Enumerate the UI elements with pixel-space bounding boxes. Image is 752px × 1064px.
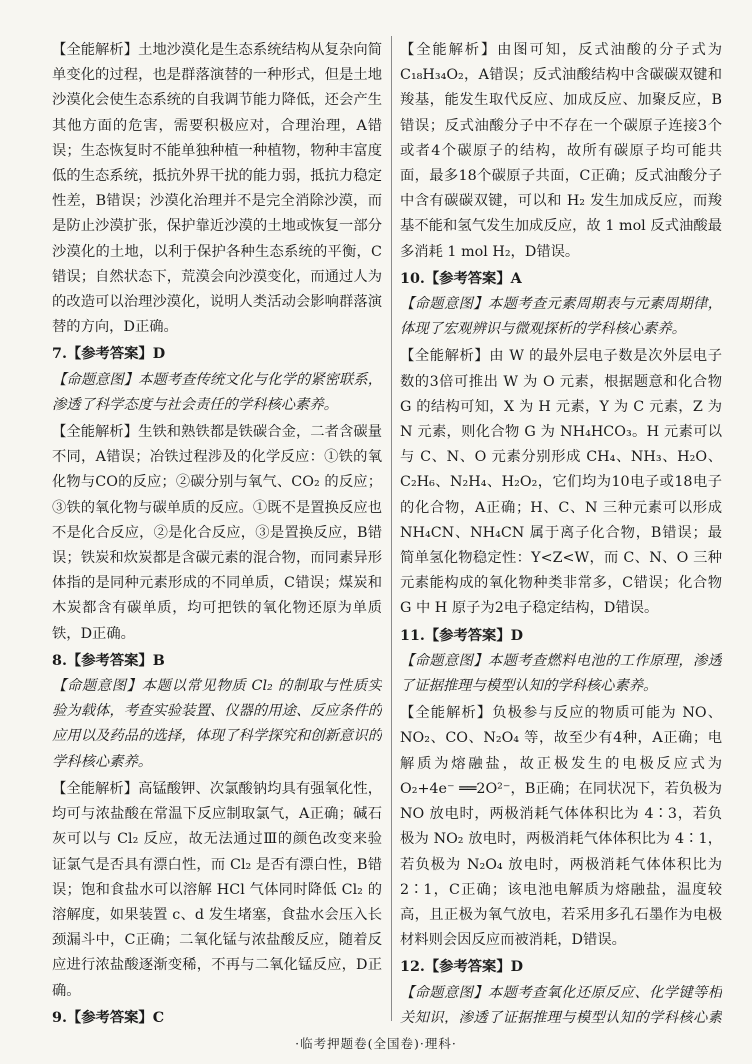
q10-answer: 10.【参考答案】A: [400, 270, 522, 287]
right-column: [400, 38, 722, 1024]
q7-answer: 7.【参考答案】D: [52, 346, 166, 363]
q10-intent: 【命题意图】本题考查元素周期表与元素周期律，体现了宏观辨识与微观探析的学科核心素养。: [400, 296, 722, 338]
q11-intent: 【命题意图】本题考查燃料电池的工作原理，渗透了证据推理与模型认知的学科核心素养。: [400, 652, 722, 695]
q9-answer: 9.【参考答案】C: [52, 1009, 165, 1024]
q8-analysis: 【全能解析】高锰酸钾、次氯酸钠均具有强氧化性，均可与浓盐酸在常温下反应制取氯气，A正确；碱石灰可以与 Cl₂ 反应，故无法通过Ⅲ的颜色改变来验证氯气是否具有漂白性，而 Cl₂ 是否有漂白性，B错误；饱和食盐水可以溶解 HCl 气体同时降低 Cl₂ 的溶解度，如果装置 c、d 发生堵塞，食盐水会压入长颈漏斗中，C正确；二氧化锰与浓盐酸反应，随着反应进行浓盐酸逐渐变稀，不再与二氧化锰反应，D正确。: [52, 780, 382, 999]
q11-analysis: 【全能解析】负极参与反应的物质可能为 NO、NO₂、CO、N₂O₄ 等，故至少有4种，A正确；电解质为熔融盐，故正极发生的电极反应式为 O₂+4e⁻ ══2O²⁻，B正确；在同状况下，若负极为 NO 放电时，两极消耗气体体积比为 4∶3，若负极为 NO₂ 放电时，两极消耗气体体积比为 4∶1，若负极为 N₂O₄ 放电时，两极消耗气体体积比为 2∶1，C正确；该电池电解质为熔融盐，温度较高，且正极为氧气放电，若采用多孔石墨作为电极材料则会因反应而被消耗，D错误。: [400, 705, 722, 949]
left-column: [52, 38, 382, 1024]
page-footer: ·临考押题卷(全国卷)·理科·: [295, 1036, 457, 1051]
q7-analysis: 【全能解析】生铁和熟铁都是铁碳合金，二者含碳量不同，A错误；冶铁过程涉及的化学反应：①铁的氧化物与CO的反应；②碳分别与氧气、CO₂ 的反应；③铁的氧化物与碳单质的反应。①既不是置换反应也不是化合反应，②是化合反应，③是置换反应，B错误；铁炭和炊炭都是含碳元素的混合物，而同素异形体指的是同种元素形成的不同单质，C错误；煤炭和木炭都含有碳单质，均可把铁的氧化物还原为单质铁，D正确。: [52, 424, 382, 642]
q6-analysis: 【全能解析】土地沙漠化是生态系统结构从复杂向简单变化的过程，也是群落演替的一种形式，但是土地沙漠化会使生态系统的自我调节能力降低，还会产生其他方面的危害，需要积极应对，合理治理，A错误；生态恢复时不能单独种植一种植物，物种丰富度低的生态系统，抵抗外界干扰的能力弱，抵抗力稳定性差，B错误；沙漠化治理并不是完全消除沙漠，而是防止沙漠扩张，保护靠近沙漠的土地或恢复一部分沙漠化的土地，以利于保护各种生态系统的平衡，C错误；自然状态下，荒漠会向沙漠变化，而通过人为的改造可以治理沙漠化，说明人类活动会影响群落演替的方向，D正确。: [52, 42, 382, 336]
column-divider: [391, 36, 392, 1021]
q12-answer: 12.【参考答案】D: [400, 959, 524, 976]
q10-analysis: 【全能解析】由 W 的最外层电子数是次外层电子数的3倍可推出 W 为 O 元素，根据题意和化合物 G 的结构可知，X 为 H 元素，Y 为 C 元素，Z 为 N 元素，则化合物 G 为 NH₄HCO₃。H 元素可以与 C、N、O 元素分别形成 CH₄、NH₃、H₂O、C₂H₆、N₂H₄、H₂O₂，它们均为10电子或18电子的化合物，A正确；H、C、N 三种元素可以形成 NH₄CN、NH₄CN 属于离子化合物，B错误；最简单氢化物稳定性：Y<Z<W，而 C、N、O 三种元素能构成的氧化物种类非常多，C错误；化合物 G 中 H 原子为2电子稳定结构，D错误。: [400, 348, 722, 617]
q7-intent: 【命题意图】本题考查传统文化与化学的紧密联系，渗透了科学态度与社会责任的学科核心素养。: [52, 371, 382, 413]
q11-answer: 11.【参考答案】D: [400, 627, 524, 644]
q12-intent: 【命题意图】本题考查氧化还原反应、化学键等相关知识，渗透了证据推理与模型认知的学科核心素: [400, 984, 722, 1024]
q8-intent: 【命题意图】本题以常见物质 Cl₂ 的制取与性质实验为载体，考查实验装置、仪器的用途、反应条件的应用以及药品的选择，体现了科学探究和创新意识的学科核心素养。: [52, 678, 382, 770]
q9-analysis: 【全能解析】由图可知，反式油酸的分子式为 C₁₈H₃₄O₂，A错误；反式油酸结构中含碳碳双键和羧基，能发生取代反应、加成反应、加聚反应，B错误；反式油酸分子中不存在一个碳原子连接3个或者4个碳原子的结构，故所有碳原子均可能共面，最多18个碳原子共面，C正确；反式油酸分子中含有碳碳双键，可以和 H₂ 发生加成反应，而羧基不能和氢气发生加成反应，故 1 mol 反式油酸最多消耗 1 mol H₂，D错误。: [400, 42, 722, 260]
q8-answer: 8.【参考答案】B: [52, 652, 165, 669]
